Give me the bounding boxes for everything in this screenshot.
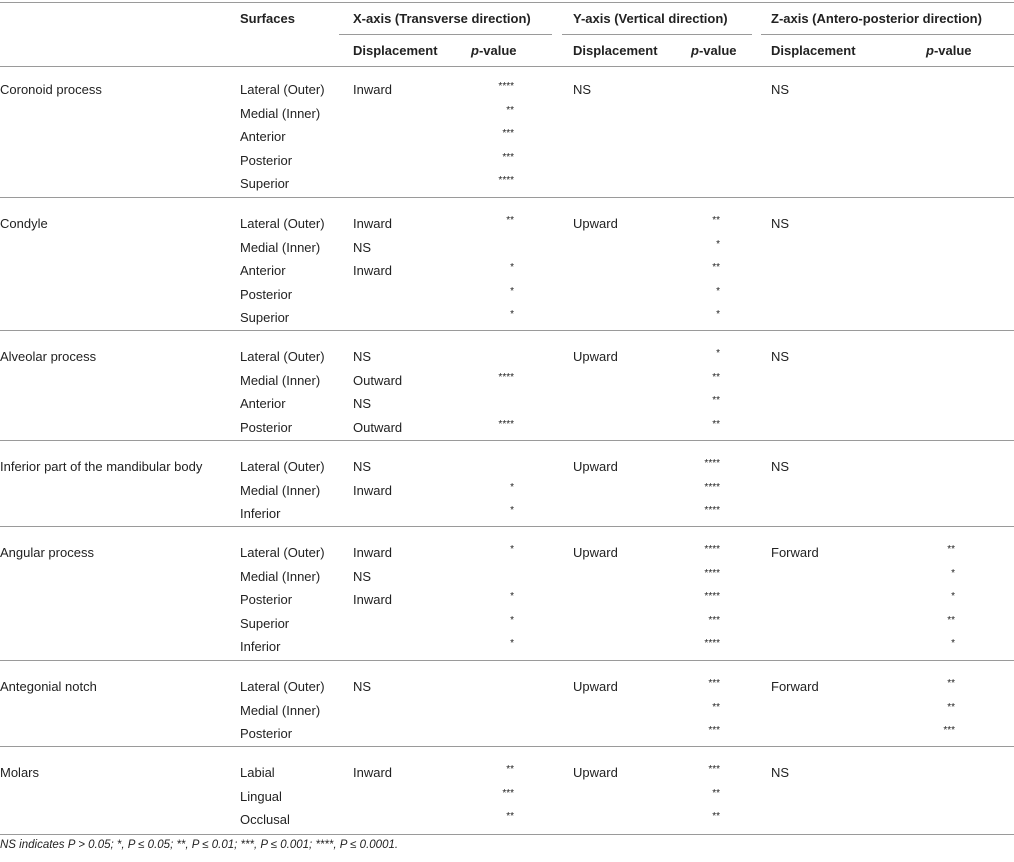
z-p-value-cell: ** — [947, 678, 955, 689]
x-p-value-cell: * — [510, 286, 514, 297]
z-displacement-cell: NS — [771, 216, 790, 231]
z-p-value-cell: ** — [947, 702, 955, 713]
surface-cell: Lateral (Outer) — [240, 82, 325, 97]
z-p-value-cell: ** — [947, 615, 955, 626]
surface-cell: Lingual — [240, 789, 282, 804]
surface-cell: Medial (Inner) — [240, 373, 321, 388]
x-p-value-cell: * — [510, 591, 514, 602]
surface-cell: Posterior — [240, 153, 293, 168]
header-z-displacement: Displacement — [771, 43, 856, 58]
group-label: Angular process — [0, 545, 94, 560]
x-displacement-cell: Outward — [353, 373, 403, 388]
x-displacement-cell: Inward — [353, 483, 393, 498]
y-displacement-cell: NS — [573, 82, 592, 97]
x-p-value-cell: * — [510, 505, 514, 516]
surface-cell: Occlusal — [240, 812, 290, 827]
x-p-value-cell: **** — [498, 175, 514, 186]
surface-cell: Inferior — [240, 506, 281, 521]
header-y-axis: Y-axis (Vertical direction) — [573, 11, 728, 26]
group-label: Molars — [0, 765, 40, 780]
x-p-value-cell: * — [510, 638, 514, 649]
surface-cell: Lateral (Outer) — [240, 459, 325, 474]
y-displacement-cell: Upward — [573, 216, 618, 231]
table-bottom-rule — [0, 834, 1014, 835]
header-z-axis: Z-axis (Antero-posterior direction) — [771, 11, 982, 26]
group-separator-rule — [0, 197, 1014, 198]
x-p-value-cell: **** — [498, 419, 514, 430]
y-p-value-cell: ** — [712, 702, 720, 713]
x-axis-span-rule — [339, 34, 552, 35]
x-displacement-cell: Outward — [353, 420, 403, 435]
x-p-value-cell: **** — [498, 372, 514, 383]
y-p-value-cell: ** — [712, 395, 720, 406]
header-z-p-value: p-value — [926, 43, 972, 58]
group-separator-rule — [0, 526, 1014, 527]
surface-cell: Medial (Inner) — [240, 240, 321, 255]
header-y-p-value: p-value — [691, 43, 737, 58]
x-p-value-cell: * — [510, 544, 514, 555]
y-displacement-cell: Upward — [573, 545, 618, 560]
surface-cell: Posterior — [240, 592, 293, 607]
group-label: Inferior part of the mandibular body — [0, 459, 203, 474]
x-displacement-cell: NS — [353, 396, 372, 411]
x-displacement-cell: NS — [353, 459, 372, 474]
x-displacement-cell: NS — [353, 240, 372, 255]
y-p-value-cell: *** — [708, 725, 720, 736]
surface-cell: Lateral (Outer) — [240, 545, 325, 560]
group-separator-rule — [0, 746, 1014, 747]
surface-cell: Medial (Inner) — [240, 483, 321, 498]
surface-cell: Posterior — [240, 726, 293, 741]
x-displacement-cell: Inward — [353, 765, 393, 780]
y-p-value-cell: *** — [708, 615, 720, 626]
y-displacement-cell: Upward — [573, 459, 618, 474]
header-x-p-value: p-value — [471, 43, 517, 58]
y-displacement-cell: Upward — [573, 679, 618, 694]
surface-cell: Posterior — [240, 420, 293, 435]
y-p-value-cell: ** — [712, 215, 720, 226]
x-p-value-cell: *** — [502, 152, 514, 163]
x-p-value-cell: ** — [506, 215, 514, 226]
x-p-value-cell: * — [510, 309, 514, 320]
y-axis-span-rule — [562, 34, 752, 35]
surface-cell: Superior — [240, 176, 290, 191]
surface-cell: Lateral (Outer) — [240, 679, 325, 694]
y-p-value-cell: ** — [712, 811, 720, 822]
group-label: Condyle — [0, 216, 48, 231]
z-displacement-cell: Forward — [771, 545, 819, 560]
surface-cell: Posterior — [240, 287, 293, 302]
group-separator-rule — [0, 660, 1014, 661]
y-p-value-cell: ** — [712, 419, 720, 430]
y-p-value-cell: *** — [708, 678, 720, 689]
x-p-value-cell: * — [510, 262, 514, 273]
x-p-value-cell: * — [510, 615, 514, 626]
surface-cell: Labial — [240, 765, 275, 780]
z-displacement-cell: NS — [771, 765, 790, 780]
header-bottom-rule — [0, 66, 1014, 67]
x-displacement-cell: Inward — [353, 216, 393, 231]
y-p-value-cell: **** — [704, 591, 720, 602]
surface-cell: Medial (Inner) — [240, 569, 321, 584]
header-x-displacement: Displacement — [353, 43, 438, 58]
x-displacement-cell: Inward — [353, 82, 393, 97]
header-surfaces: Surfaces — [240, 11, 295, 26]
surface-cell: Superior — [240, 310, 290, 325]
header-y-displacement: Displacement — [573, 43, 658, 58]
z-displacement-cell: NS — [771, 349, 790, 364]
z-displacement-cell: NS — [771, 82, 790, 97]
surface-cell: Lateral (Outer) — [240, 216, 325, 231]
z-displacement-cell: NS — [771, 459, 790, 474]
z-axis-span-rule — [761, 34, 1014, 35]
surface-cell: Anterior — [240, 263, 286, 278]
z-p-value-cell: *** — [943, 725, 955, 736]
y-p-value-cell: * — [716, 348, 720, 359]
y-displacement-cell: Upward — [573, 765, 618, 780]
x-p-value-cell: *** — [502, 128, 514, 139]
z-displacement-cell: Forward — [771, 679, 819, 694]
x-p-value-cell: ** — [506, 811, 514, 822]
y-p-value-cell: * — [716, 239, 720, 250]
x-displacement-cell: NS — [353, 679, 372, 694]
x-p-value-cell: * — [510, 482, 514, 493]
y-p-value-cell: **** — [704, 544, 720, 555]
z-p-value-cell: * — [951, 638, 955, 649]
x-displacement-cell: Inward — [353, 263, 393, 278]
x-p-value-cell: ** — [506, 764, 514, 775]
surface-cell: Anterior — [240, 396, 286, 411]
table-top-rule — [0, 2, 1014, 3]
y-p-value-cell: **** — [704, 568, 720, 579]
surface-cell: Medial (Inner) — [240, 106, 321, 121]
footnote: NS indicates P > 0.05; *, P ≤ 0.05; **, P ≤ 0.01; ***, P ≤ 0.001; ****, P ≤ 0.0001. — [0, 839, 399, 851]
y-p-value-cell: * — [716, 309, 720, 320]
group-separator-rule — [0, 440, 1014, 441]
group-label: Coronoid process — [0, 82, 102, 97]
x-p-value-cell: ** — [506, 105, 514, 116]
header-x-axis: X-axis (Transverse direction) — [353, 11, 531, 26]
z-p-value-cell: ** — [947, 544, 955, 555]
x-displacement-cell: Inward — [353, 545, 393, 560]
x-p-value-cell: *** — [502, 788, 514, 799]
z-p-value-cell: * — [951, 568, 955, 579]
y-p-value-cell: **** — [704, 482, 720, 493]
x-displacement-cell: NS — [353, 569, 372, 584]
surface-cell: Inferior — [240, 639, 281, 654]
surface-cell: Superior — [240, 616, 290, 631]
surface-cell: Anterior — [240, 129, 286, 144]
x-displacement-cell: NS — [353, 349, 372, 364]
z-p-value-cell: * — [951, 591, 955, 602]
group-separator-rule — [0, 330, 1014, 331]
group-label: Antegonial notch — [0, 679, 97, 694]
surface-cell: Lateral (Outer) — [240, 349, 325, 364]
y-p-value-cell: **** — [704, 638, 720, 649]
y-p-value-cell: **** — [704, 505, 720, 516]
y-p-value-cell: ** — [712, 372, 720, 383]
y-p-value-cell: ** — [712, 788, 720, 799]
group-label: Alveolar process — [0, 349, 97, 364]
surface-cell: Medial (Inner) — [240, 703, 321, 718]
y-p-value-cell: *** — [708, 764, 720, 775]
y-p-value-cell: **** — [704, 458, 720, 469]
y-displacement-cell: Upward — [573, 349, 618, 364]
y-p-value-cell: * — [716, 286, 720, 297]
y-p-value-cell: ** — [712, 262, 720, 273]
x-p-value-cell: **** — [498, 81, 514, 92]
x-displacement-cell: Inward — [353, 592, 393, 607]
